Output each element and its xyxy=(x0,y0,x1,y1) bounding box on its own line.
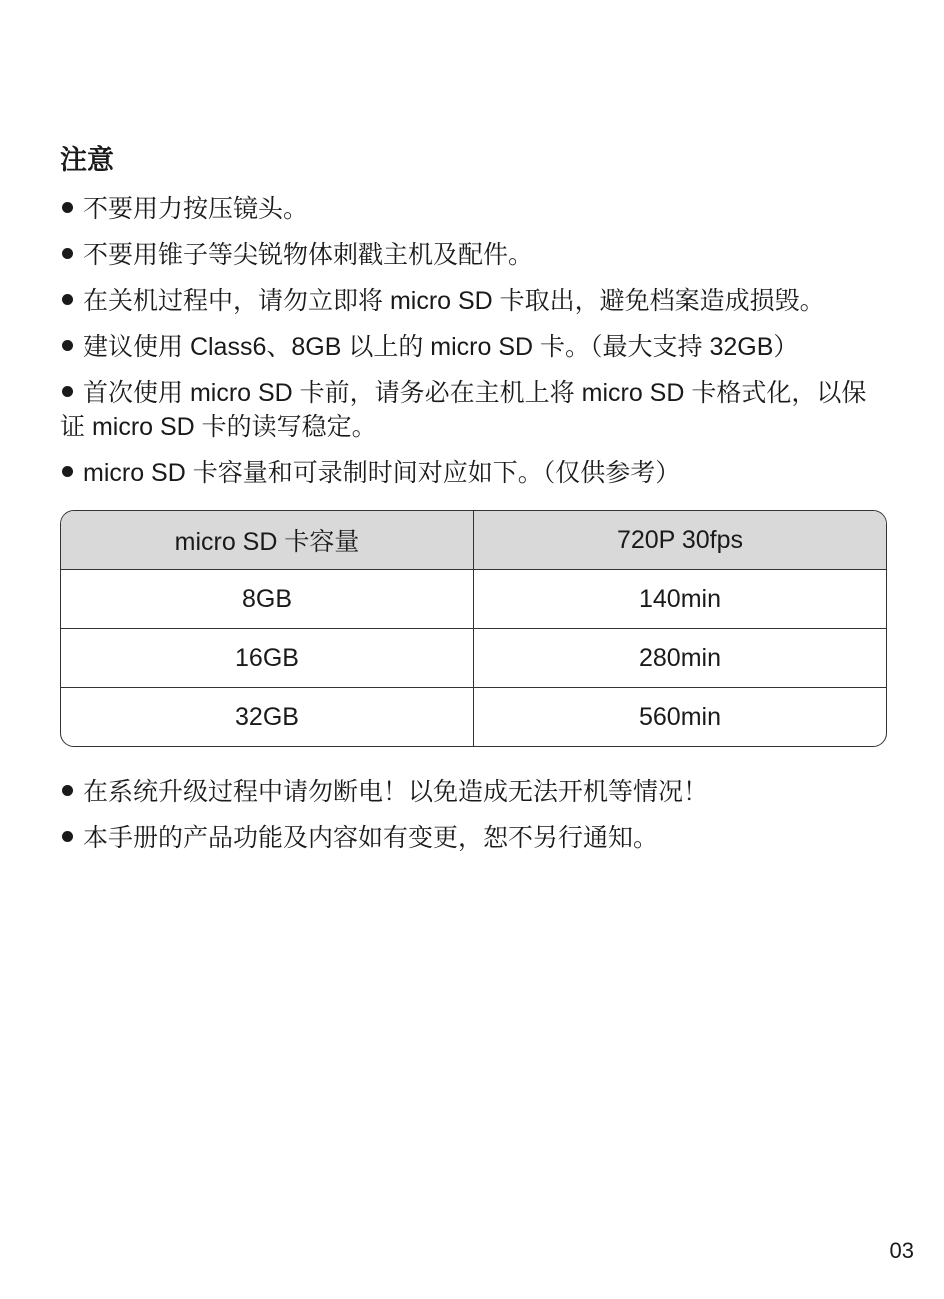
note-text: 在关机过程中，请勿立即将 micro SD 卡取出，避免档案造成损毁。 xyxy=(83,287,825,315)
table-row xyxy=(61,629,886,688)
bullet-icon xyxy=(62,466,73,477)
notes-list-top xyxy=(60,192,886,490)
capacity-table xyxy=(60,510,887,747)
page-number: 03 xyxy=(889,1238,914,1263)
bullet-icon xyxy=(62,202,73,213)
note-text: 在系统升级过程中请勿断电！以免造成无法开机等情况！ xyxy=(83,778,709,806)
capacity-cell: 16GB xyxy=(61,629,474,688)
note-item xyxy=(60,330,886,364)
table-row xyxy=(61,570,886,629)
note-item xyxy=(60,821,886,855)
note-item xyxy=(60,376,886,444)
bullet-icon xyxy=(62,294,73,305)
recording-time-cell: 140min xyxy=(474,570,887,629)
bullet-icon xyxy=(62,785,73,796)
capacity-cell: 8GB xyxy=(61,570,474,629)
table-row xyxy=(61,688,886,747)
recording-time-cell: 560min xyxy=(474,688,887,747)
bullet-icon xyxy=(62,386,73,397)
notes-list-bottom xyxy=(60,775,886,855)
column-header-recording-time: 720P 30fps xyxy=(474,511,887,570)
note-text: 建议使用 Class6、8GB 以上的 micro SD 卡。（最大支持 32GB） xyxy=(83,333,799,361)
note-item xyxy=(60,775,886,809)
bullet-icon xyxy=(62,831,73,842)
note-item xyxy=(60,456,886,490)
recording-time-cell: 280min xyxy=(474,629,887,688)
bullet-icon xyxy=(62,340,73,351)
manual-page-content xyxy=(60,140,886,867)
column-header-capacity: micro SD 卡容量 xyxy=(61,511,474,570)
capacity-cell: 32GB xyxy=(235,702,299,731)
note-item xyxy=(60,192,886,226)
note-item xyxy=(60,238,886,272)
bullet-icon xyxy=(62,248,73,259)
note-text: micro SD 卡容量和可录制时间对应如下。（仅供参考） xyxy=(83,459,681,487)
table-header-row xyxy=(61,511,886,570)
note-text: 首次使用 micro SD 卡前，请务必在主机上将 micro SD 卡格式化，以保证 micro SD 卡的读写稳定。 xyxy=(60,379,867,441)
note-text: 不要用锥子等尖锐物体刺戳主机及配件。 xyxy=(83,241,534,269)
note-text: 本手册的产品功能及内容如有变更，恕不另行通知。 xyxy=(83,824,659,852)
note-item xyxy=(60,284,886,318)
section-heading: 注意 xyxy=(60,145,114,175)
note-text: 不要用力按压镜头。 xyxy=(83,195,309,223)
